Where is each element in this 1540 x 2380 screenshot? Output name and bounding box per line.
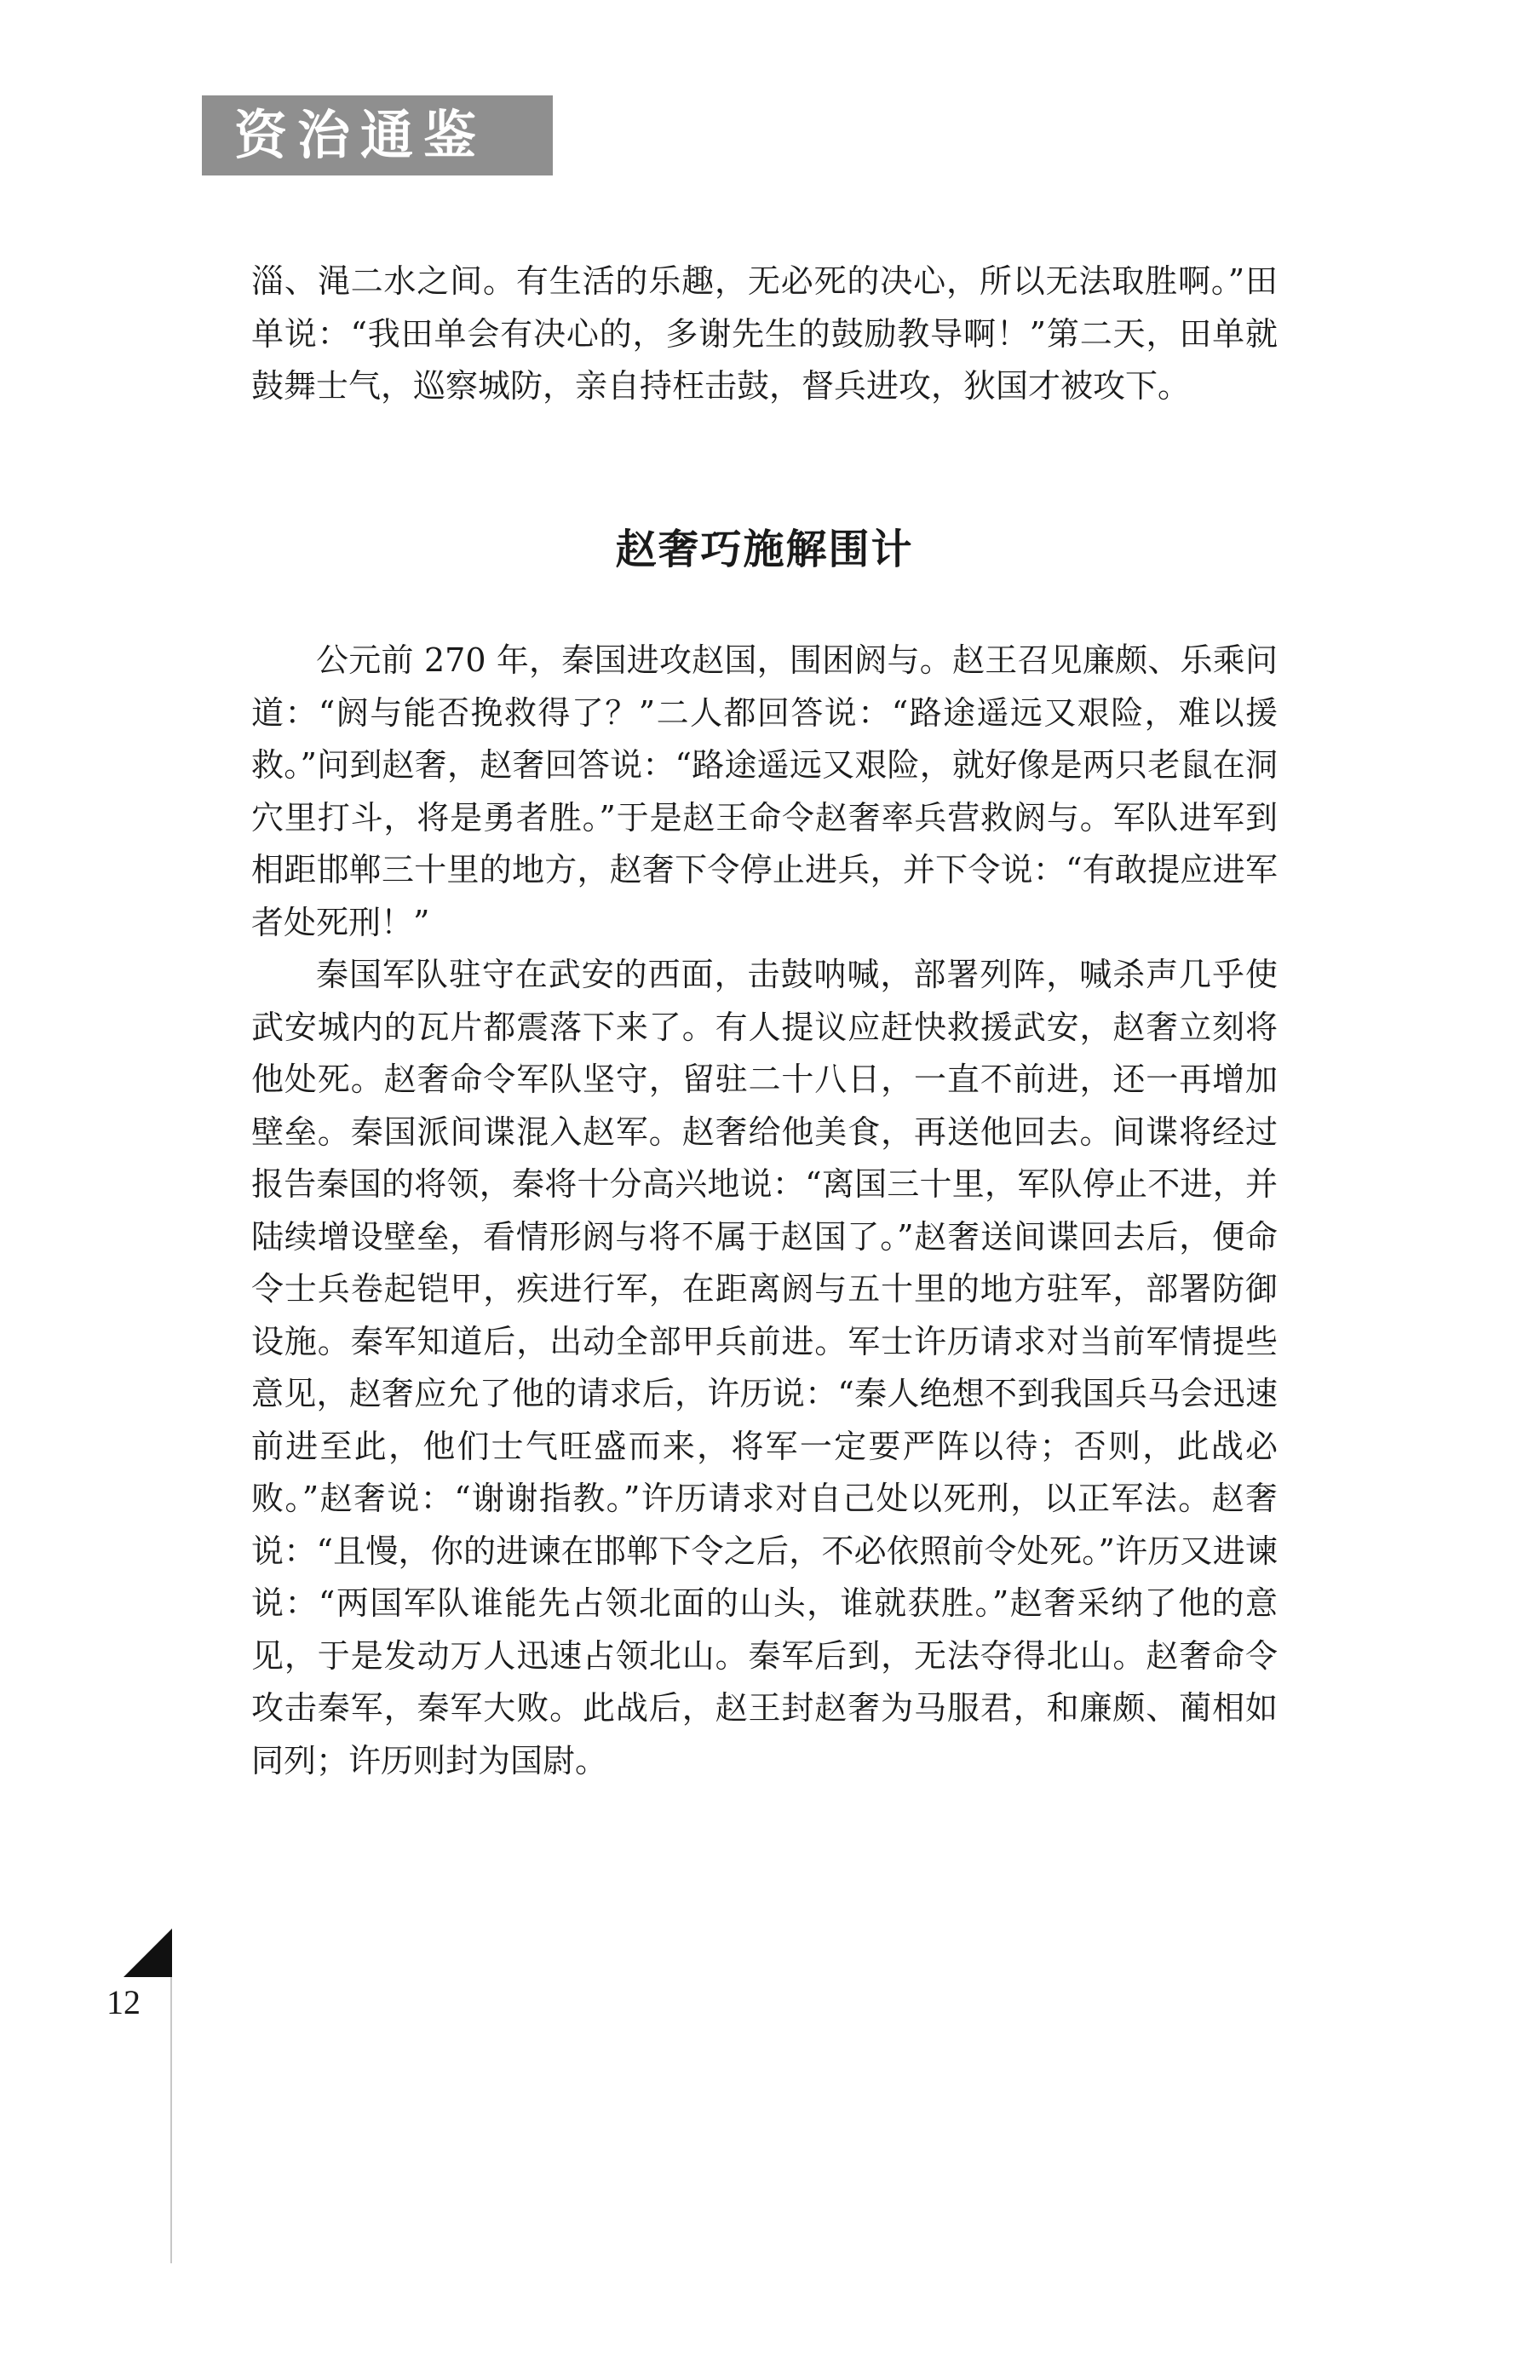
book-title: 资治通鉴 xyxy=(234,104,487,166)
page-corner-triangle-icon xyxy=(124,1929,172,1977)
carry-over-text xyxy=(251,256,1278,413)
carry-over-paragraph: 淄、渑二水之间。有生活的乐趣，无必死的决心，所以无法取胜啊。”田单说：“我田单会有决心的，多谢先生的鼓励教导啊！”第二天，田单就鼓舞士气，巡察城防，亲自持枉击鼓，督兵进攻，狄国才被攻下。 xyxy=(251,262,1278,405)
page-number: 12 xyxy=(106,1983,141,2021)
margin-rule xyxy=(170,1977,172,2263)
section-paragraph-1: 公元前 270 年，秦国进攻赵国，围困阏与。赵王召见廉颇、乐乘问道：“阏与能否挽救得了？”二人都回答说：“路途遥远又艰险，难以援救。”问到赵奢，赵奢回答说：“路途遥远又艰险，就好像是两只老鼠在洞穴里打斗，将是勇者胜。”于是赵王命令赵奢率兵营救阏与。军队进军到相距邯郸三十里的地方，赵奢下令停止进兵，并下令说：“有敢提应进军者处死刑！” xyxy=(251,641,1278,941)
section-body xyxy=(251,635,1278,1787)
running-header xyxy=(202,95,553,175)
section-paragraph-2: 秦国军队驻守在武安的西面，击鼓呐喊，部署列阵，喊杀声几乎使武安城内的瓦片都震落下来了。有人提议应赶快救援武安，赵奢立刻将他处死。赵奢命令军队坚守，留驻二十八日，一直不前进，还一再增加壁垒。秦国派间谍混入赵军。赵奢给他美食，再送他回去。间谍将经过报告秦国的将领，秦将十分高兴地说：“离国三十里，军队停止不进，并陆续增设壁垒，看情形阏与将不属于赵国了。”赵奢送间谍回去后，便命令士兵卷起铠甲，疾进行军，在距离阏与五十里的地方驻军，部署防御设施。秦军知道后，出动全部甲兵前进。军士许历请求对当前军情提些意见，赵奢应允了他的请求后，许历说：“秦人绝想不到我国兵马会迅速前进至此，他们士气旺盛而来，将军一定要严阵以待；否则，此战必败。”赵奢说：“谢谢指教。”许历请求对自己处以死刑，以正军法。赵奢说：“且慢，你的进谏在邯郸下令之后，不必依照前令处死。”许历又进谏说：“两国军队谁能先占领北面的山头，谁就获胜。”赵奢采纳了他的意见，于是发动万人迅速占领北山。秦军后到，无法夺得北山。赵奢命令攻击秦军，秦军大败。此战后，赵王封赵奢为马服君，和廉颇、蔺相如同列；许历则封为国尉。 xyxy=(251,956,1278,1779)
section-title: 赵奢巧施解围计 xyxy=(615,526,914,573)
